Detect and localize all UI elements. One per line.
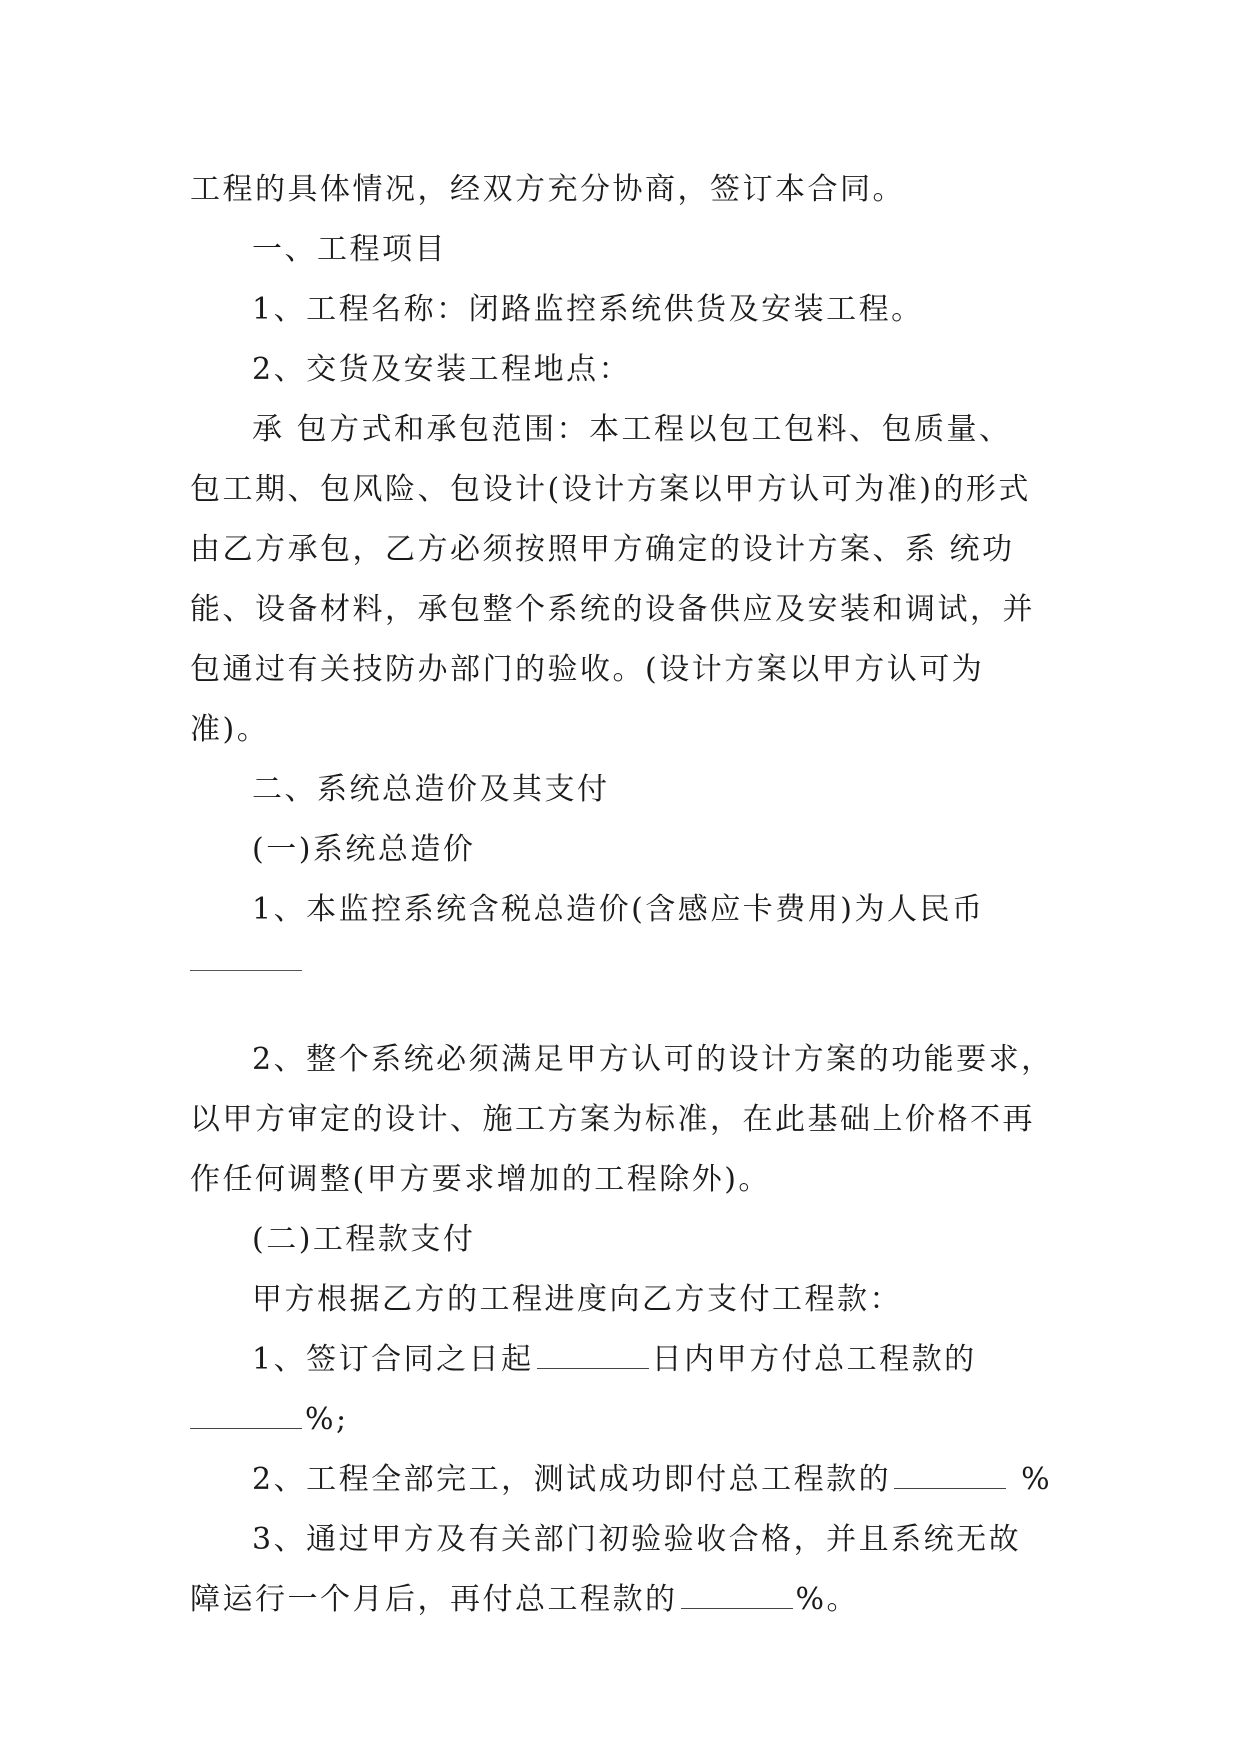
paragraph-line: 甲方根据乙方的工程进度向乙方支付工程款：	[252, 1282, 902, 1317]
paragraph-line: 以甲方审定的设计、施工方案为标准，在此基础上价格不再	[190, 1102, 1035, 1137]
paragraph-line: 包通过有关技防办部门的验收。(设计方案以甲方认可为	[190, 652, 985, 687]
paragraph-line: 能、设备材料，承包整个系统的设备供应及安装和调试，并	[190, 592, 1035, 627]
payment-clause-text: %。	[795, 1582, 860, 1617]
paragraph-line: 1、工程名称：闭路监控系统供货及安装工程。	[252, 292, 924, 327]
payment-clause-3-continued	[190, 1570, 1060, 1630]
payment-clause-1	[190, 1330, 1060, 1390]
percent-blank	[894, 1460, 1006, 1489]
amount-blank	[190, 970, 302, 971]
payment-clause-text: 日内甲方付总工程款的	[651, 1342, 977, 1377]
paragraph-line: 作任何调整(甲方要求增加的工程除外)。	[190, 1162, 771, 1197]
paragraph-line: 承 包方式和承包范围：本工程以包工包料、包质量、	[252, 412, 1012, 447]
payment-clause-text: 2、工程全部完工，测试成功即付总工程款的	[252, 1462, 892, 1497]
payment-clause-3: 3、通过甲方及有关部门初验验收合格，并且系统无故	[252, 1522, 1022, 1557]
payment-clause-text: 障运行一个月后，再付总工程款的	[190, 1582, 678, 1617]
percent-blank	[190, 1400, 302, 1429]
payment-clause-text: 1、签订合同之日起	[252, 1342, 534, 1377]
paragraph-line: 工程的具体情况，经双方充分协商，签订本合同。	[190, 172, 905, 207]
payment-clause-2	[190, 1450, 1060, 1510]
section-heading-total-cost: 二、系统总造价及其支付	[252, 772, 610, 807]
payment-clause-text: %;	[305, 1402, 349, 1437]
paragraph-line: 1、本监控系统含税总造价(含感应卡费用)为人民币	[252, 892, 985, 927]
payment-clause-1-continued	[190, 1390, 1060, 1450]
paragraph-line: 包工期、包风险、包设计(设计方案以甲方认可为准)的形式	[190, 472, 1031, 507]
paragraph-line: 2、整个系统必须满足甲方认可的设计方案的功能要求，	[252, 1042, 1054, 1077]
section-heading-engineering-project: 一、工程项目	[252, 232, 447, 267]
percent-blank	[681, 1580, 793, 1609]
paragraph-line: 准)。	[190, 712, 270, 747]
days-blank	[537, 1340, 649, 1369]
subsection-heading: (一)系统总造价	[252, 832, 476, 867]
payment-clause-text: %	[1009, 1462, 1053, 1497]
paragraph-line: 由乙方承包，乙方必须按照甲方确定的设计方案、系 统功	[190, 532, 1015, 567]
paragraph-line: 2、交货及安装工程地点：	[252, 352, 632, 387]
subsection-heading: (二)工程款支付	[252, 1222, 476, 1257]
document-body	[190, 160, 1060, 1630]
amount-blank-row	[190, 970, 1060, 1030]
